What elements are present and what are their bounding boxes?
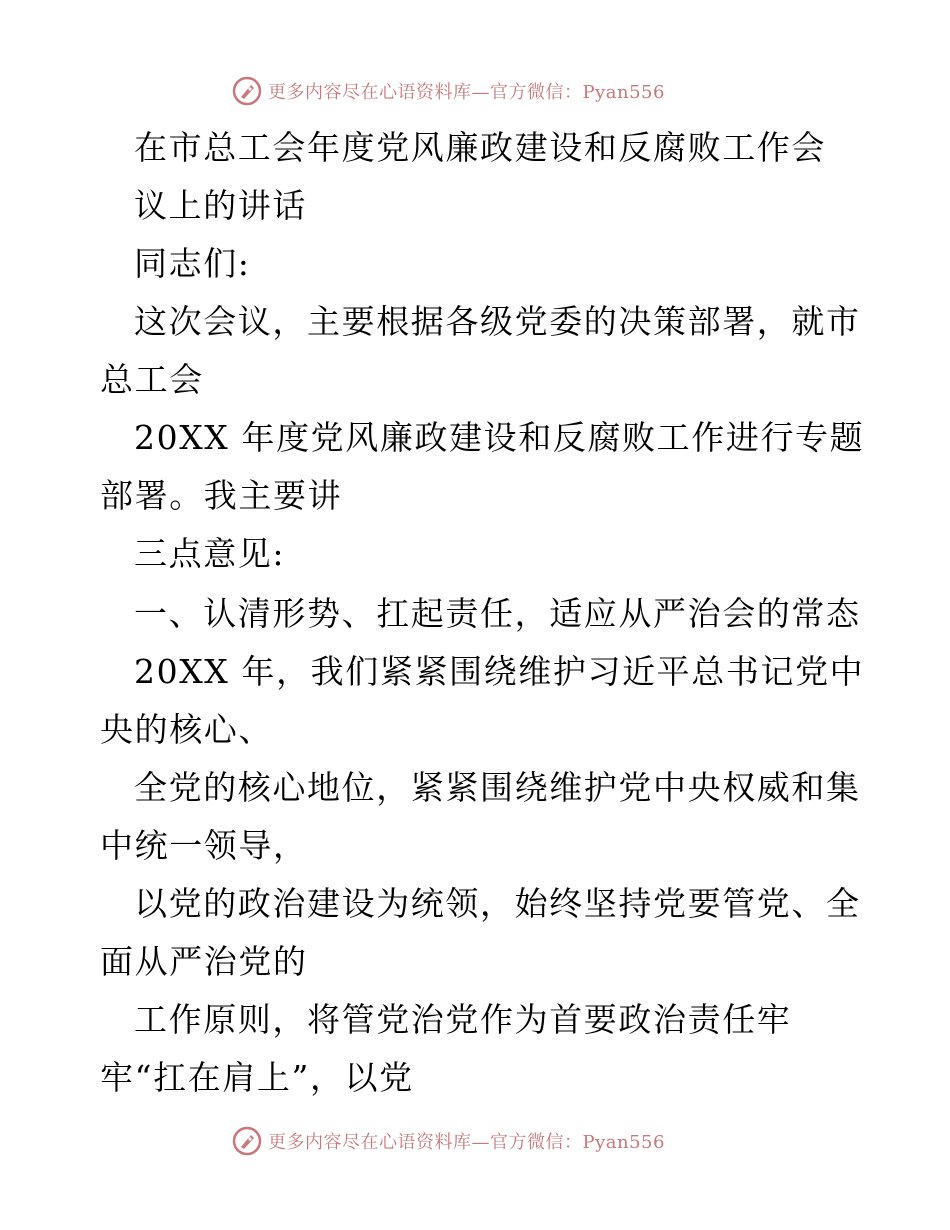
paragraph-line: 以党的政治建设为统领，始终坚持党要管党、全: [134, 884, 861, 923]
section-heading: 一、认清形势、扛起责任，适应从严治会的常态: [134, 594, 861, 633]
title-line-1: 在市总工会年度党风廉政建设和反腐败工作会: [134, 128, 826, 167]
paragraph-line: 工作原则，将管党治党作为首要政治责任牢: [134, 1000, 792, 1039]
paragraph-line: 全党的核心地位，紧紧围绕维护党中央权威和集: [134, 768, 861, 807]
paragraph-line: 这次会议，主要根据各级党委的决策部署，就市: [134, 302, 861, 341]
paragraph-line: 20XX 年，我们紧紧围绕维护习近平总书记党中: [134, 652, 865, 691]
paragraph-line: 同志们:: [134, 244, 251, 283]
watermark-banner-bottom: [232, 1124, 665, 1158]
paragraph-line: 中统一领导，: [100, 826, 308, 865]
watermark-text: 更多内容尽在心语资料库—官方微信：Pyan556: [268, 82, 665, 103]
paragraph-line: 牢“扛在肩上”，以党: [100, 1058, 414, 1097]
paragraph-line: 三点意见:: [134, 534, 286, 573]
pen-nib-logo-icon: [232, 1126, 262, 1156]
watermark-text: 更多内容尽在心语资料库—官方微信：Pyan556: [268, 1132, 665, 1153]
paragraph-line: 央的核心、: [100, 710, 273, 749]
paragraph-line: 20XX 年度党风廉政建设和反腐败工作进行专题: [134, 418, 865, 457]
pen-nib-logo-icon: [232, 76, 262, 106]
paragraph-line: 面从严治党的: [100, 942, 308, 981]
paragraph-line: 部署。我主要讲: [100, 476, 343, 515]
title-line-2: 议上的讲话: [134, 186, 307, 225]
paragraph-line: 总工会: [100, 360, 204, 399]
watermark-banner-top: [232, 74, 665, 108]
